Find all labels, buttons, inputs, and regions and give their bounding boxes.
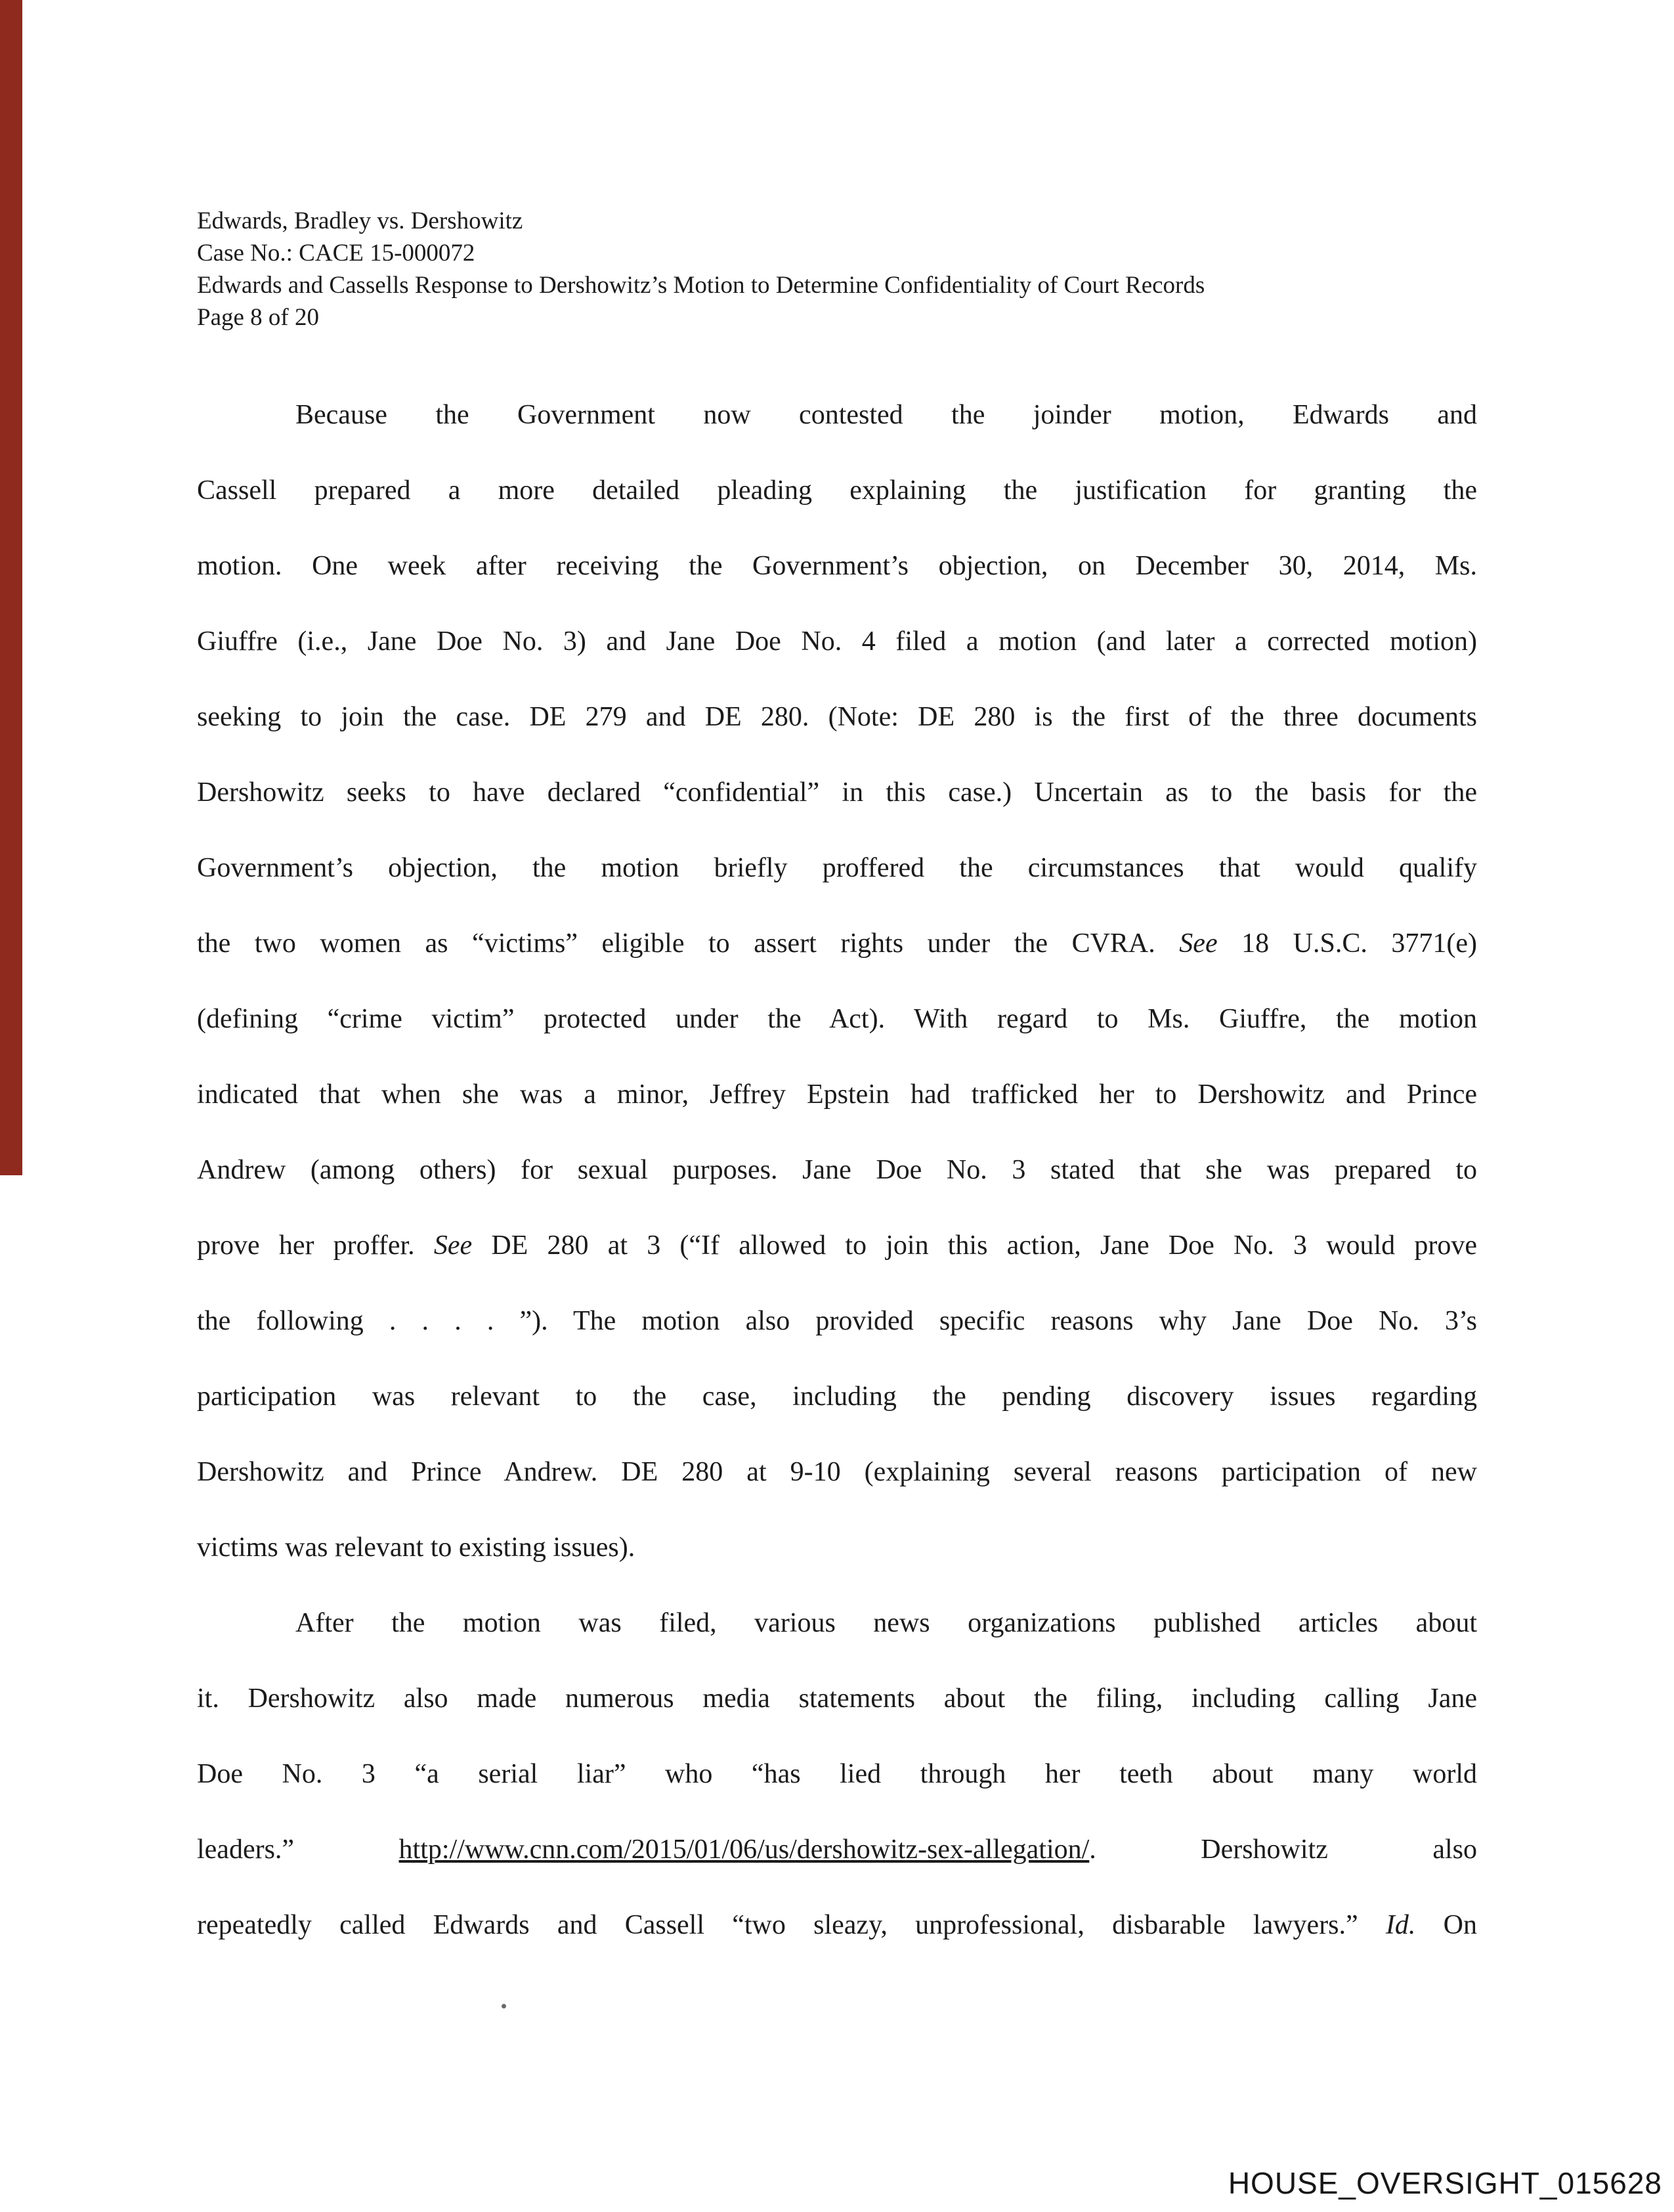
text-line: participation was relevant to the case, including the pending discovery issues regarding — [197, 1381, 1477, 1412]
text-line: indicated that when she was a minor, Jeffrey Epstein had trafficked her to Dershowitz and Prince — [197, 1079, 1477, 1110]
document-body — [197, 378, 1477, 1963]
text-line: Dershowitz and Prince Andrew. DE 280 at 9-10 (explaining several reasons participation of new — [197, 1457, 1477, 1487]
text-line: the following . . . . ”). The motion also provided specific reasons why Jane Doe No. 3’s — [197, 1306, 1477, 1336]
text-line: victims was relevant to existing issues). — [197, 1532, 635, 1563]
text-line: motion. One week after receiving the Government’s objection, on December 30, 2014, Ms. — [197, 551, 1477, 581]
text-line: Doe No. 3 “a serial liar” who “has lied through her teeth about many world — [197, 1759, 1477, 1789]
text-line: Cassell prepared a more detailed pleading explaining the justification for granting the — [197, 475, 1477, 506]
text-line: prove her proffer. See DE 280 at 3 (“If allowed to join this action, Jane Doe No. 3 would prove — [197, 1230, 1477, 1261]
text-line: it. Dershowitz also made numerous media statements about the filing, including calling Jane — [197, 1683, 1477, 1714]
bates-stamp: HOUSE_OVERSIGHT_015628 — [1228, 2166, 1662, 2200]
text-line: the two women as “victims” eligible to assert rights under the CVRA. See 18 U.S.C. 3771(e) — [197, 928, 1477, 959]
text-line: Giuffre (i.e., Jane Doe No. 3) and Jane Doe No. 4 filed a motion (and later a corrected motion) — [197, 626, 1477, 657]
scan-edge-stripe — [0, 0, 22, 1175]
text-line: Because the Government now contested the joinder motion, Edwards and — [295, 400, 1477, 430]
text-line: After the motion was filed, various news organizations published articles about — [295, 1608, 1477, 1638]
text-line: repeatedly called Edwards and Cassell “two sleazy, unprofessional, disbarable lawyers.” Id. On — [197, 1910, 1477, 1940]
text-line: Andrew (among others) for sexual purposes. Jane Doe No. 3 stated that she was prepared to — [197, 1155, 1477, 1185]
header-case-number: Case No.: CACE 15-000072 — [197, 240, 475, 267]
scan-artifact-dot — [502, 2004, 506, 2008]
text-line: leaders.” http://www.cnn.com/2015/01/06/us/dershowitz-sex-allegation/. Dershowitz also — [197, 1834, 1477, 1865]
cnn-article-url: http://www.cnn.com/2015/01/06/us/dershowitz-sex-allegation/ — [398, 1834, 1090, 1865]
text-line: (defining “crime victim” protected under the Act). With regard to Ms. Giuffre, the motion — [197, 1004, 1477, 1034]
header-case-title: Edwards, Bradley vs. Dershowitz — [197, 207, 523, 234]
header-document-title: Edwards and Cassells Response to Dershowitz’s Motion to Determine Confidentiality of Court Records — [197, 272, 1205, 299]
text-line: Dershowitz seeks to have declared “confidential” in this case.) Uncertain as to the basis for the — [197, 777, 1477, 808]
text-line: seeking to join the case. DE 279 and DE 280. (Note: DE 280 is the first of the three documents — [197, 702, 1477, 732]
text-line: Government’s objection, the motion briefly proffered the circumstances that would qualify — [197, 853, 1477, 883]
document-header — [197, 205, 1510, 334]
header-page-number: Page 8 of 20 — [197, 304, 319, 331]
